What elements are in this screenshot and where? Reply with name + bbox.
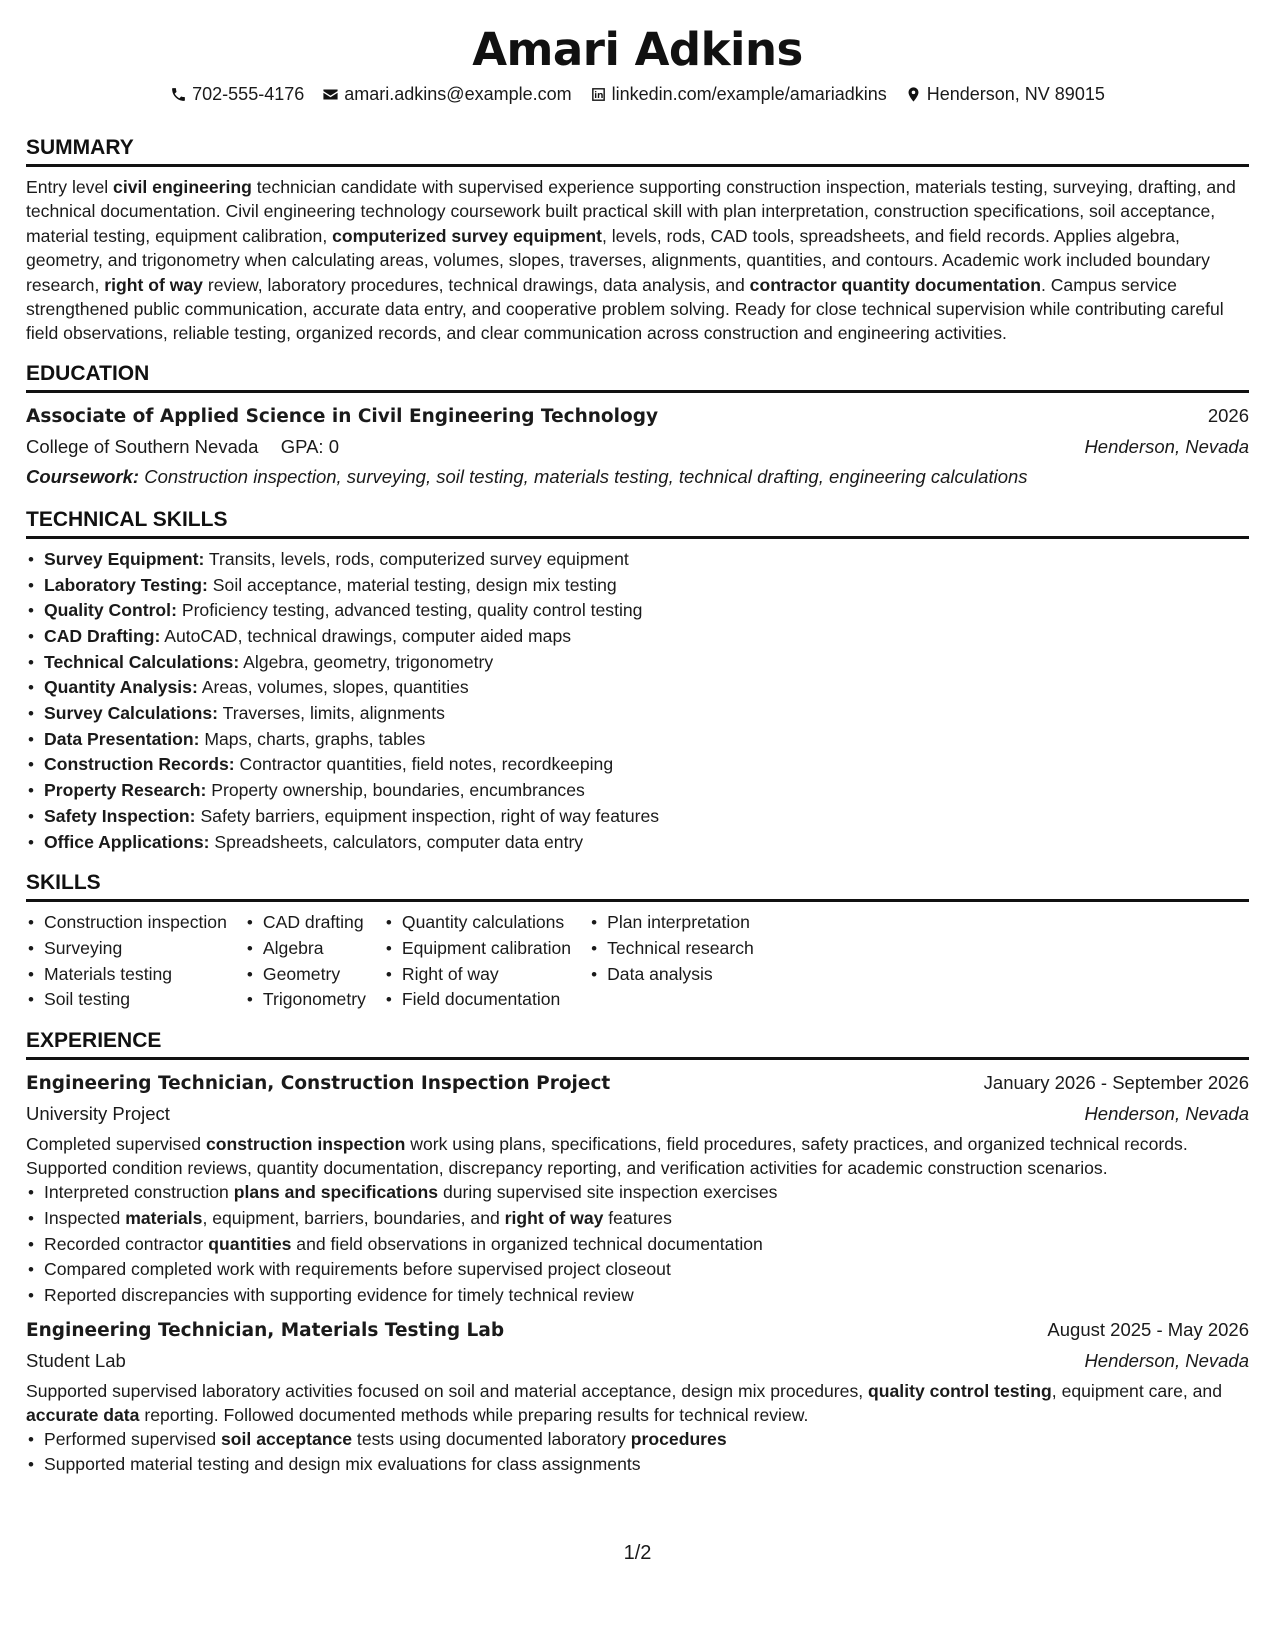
coursework-line [26,462,1249,492]
job-location: Henderson, Nevada [1084,1103,1249,1125]
job-description [26,1379,1249,1427]
skill-item: • Data analysis [589,962,754,988]
skill-item: • Trigonometry [245,987,366,1013]
skill-values: Property ownership, boundaries, encumbrances [211,780,585,801]
skill-item: • Equipment calibration [384,936,571,962]
job-organization: Student Lab [26,1349,126,1371]
experience-heading: EXPERIENCE [26,1027,1249,1060]
education-section [26,360,1249,492]
linkedin-link[interactable]: linkedin.com/example/amariadkins [611,84,887,104]
summary-heading: SUMMARY [26,134,1249,167]
text-run: features [603,1207,672,1228]
technical-skill-item [26,830,1249,856]
page-number: 1/2 [623,1542,652,1564]
skill-category: Quality Control: [44,600,177,621]
skill-category: Property Research: [44,780,207,801]
technical-skill-item [26,752,1249,778]
skill-category: Quantity Analysis: [44,677,198,698]
contact-email[interactable] [322,82,571,106]
emphasis-text: contractor quantity documentation [749,274,1041,295]
phone-text: 702-555-4176 [192,84,305,104]
skill-item: • CAD drafting [245,910,366,936]
text-run: , levels, rods, CAD tools, spreadsheets, and field records. Applies algebra, geometry, and trigonometry when calculating areas, volumes, slopes, traverses, alignments, quantities, and contours. Academic work included boundary research, [26,225,1210,295]
job-header-row [26,1315,1249,1346]
skills-grid [26,910,1249,1013]
text-run: . Campus service strengthened public communication, accurate data entry, and cooperative problem solving. Ready for close technical supervision while contributing careful field observations, reliable testing, organized records, and clear communication across construction and engineering activities. [26,274,1224,344]
school-location: Henderson, Nevada [1084,435,1249,457]
skill-item: • Surveying [26,936,227,962]
text-run: review, laboratory procedures, technical drawings, data analysis, and [202,274,750,295]
text-run: work using plans, specifications, field procedures, safety practices, and organized technical records. Supported condition reviews, quantity documentation, discrepancy reporting, and verification activities for academic construction scenarios. [26,1134,1188,1179]
contact-location [905,82,1105,106]
skill-values: Transits, levels, rods, computerized survey equipment [208,548,629,569]
skill-item: • Technical research [589,936,754,962]
job-title: Engineering Technician, Construction Inspection Project [26,1073,611,1095]
job-bullet [26,1452,1249,1478]
contact-bar [26,82,1249,106]
text-run: Entry level [26,177,114,197]
technical-skill-item [26,650,1249,676]
candidate-name: Amari Adkins [472,23,803,76]
job-bullet [26,1232,1249,1258]
skill-category: CAD Drafting: [44,625,161,646]
text-run: , equipment, barriers, boundaries, and [202,1207,505,1228]
emphasis-text: procedures [630,1428,727,1449]
coursework-list: Construction inspection, surveying, soil testing, materials testing, technical drafting, engineering calculations [144,465,1028,487]
skills-column [589,910,754,1013]
experience-section [26,1027,1249,1478]
experience-entry [26,1068,1249,1309]
technical-skill-item [26,727,1249,753]
technical-skill-item [26,624,1249,650]
contact-linkedin[interactable] [590,82,887,106]
map-pin-icon [905,86,922,103]
skill-category: Construction Records: [44,754,235,775]
text-run: Inspected [44,1207,126,1228]
text-run: and field observations in organized technical documentation [291,1233,763,1254]
skill-item: • Construction inspection [26,910,227,936]
technical-skill-item [26,804,1249,830]
skill-category: Safety Inspection: [44,805,196,826]
skill-values: Safety barriers, equipment inspection, right of way features [200,805,660,826]
job-bullet [26,1206,1249,1232]
experience-entry [26,1315,1249,1478]
job-bullets [26,1180,1249,1309]
coursework-label: Coursework: [26,465,140,487]
technical-skills-heading: TECHNICAL SKILLS [26,506,1249,539]
job-header-row [26,1068,1249,1099]
skill-item: • Materials testing [26,962,227,988]
job-bullet [26,1283,1249,1309]
email-link[interactable]: amari.adkins@example.com [344,84,572,104]
linkedin-icon [590,86,607,103]
text-run: during supervised site inspection exercises [438,1182,778,1203]
text-run: Completed supervised [26,1134,206,1155]
skills-heading: SKILLS [26,869,1249,902]
job-dates: January 2026 - September 2026 [983,1072,1249,1094]
skill-values: Maps, charts, graphs, tables [204,728,426,749]
skills-column [384,910,571,1013]
technical-skills-list [26,547,1249,855]
emphasis-text: computerized survey equipment [332,225,602,246]
text-run: Compared completed work with requirements before supervised project closeout [44,1259,671,1280]
education-school-row [26,432,1249,462]
job-title: Engineering Technician, Materials Testing Lab [26,1319,505,1341]
emphasis-text: right of way [504,1207,604,1228]
emphasis-text: right of way [104,274,203,295]
job-bullets [26,1427,1249,1478]
job-location: Henderson, Nevada [1084,1349,1249,1371]
emphasis-text: quantities [208,1233,292,1254]
text-run: Performed supervised [44,1428,221,1449]
skill-category: Survey Equipment: [44,548,205,569]
summary-section [26,134,1249,346]
technical-skill-item [26,675,1249,701]
text-run: Reported discrepancies with supporting evidence for timely technical review [44,1284,634,1305]
school-name: College of Southern Nevada [26,435,259,457]
contact-phone [170,82,304,106]
degree-title: Associate of Applied Science in Civil Engineering Technology [26,405,658,427]
text-run: Supported supervised laboratory activities focused on soil and material acceptance, design mix procedures, [26,1380,869,1401]
job-bullet [26,1180,1249,1206]
school-line [26,432,339,462]
phone-icon [170,86,187,103]
skill-values: AutoCAD, technical drawings, computer aided maps [164,625,572,646]
education-heading: EDUCATION [26,360,1249,393]
text-run: tests using documented laboratory [352,1428,631,1449]
skills-section [26,869,1249,1013]
emphasis-text: plans and specifications [233,1182,439,1203]
skill-item: • Algebra [245,936,366,962]
emphasis-text: materials [125,1207,203,1228]
skill-item: • Geometry [245,962,366,988]
skill-item: • Right of way [384,962,571,988]
skill-category: Survey Calculations: [44,703,219,724]
skill-values: Proficiency testing, advanced testing, quality control testing [181,600,643,621]
text-run: Recorded contractor [44,1233,209,1254]
skill-category: Laboratory Testing: [44,574,208,595]
text-run: Supported material testing and design mix evaluations for class assignments [44,1454,641,1475]
text-run: , equipment care, and [1051,1380,1222,1401]
technical-skill-item [26,778,1249,804]
job-bullet [26,1257,1249,1283]
job-org-row [26,1346,1249,1376]
technical-skill-item [26,573,1249,599]
skill-values: Traverses, limits, alignments [222,703,445,724]
envelope-icon [322,86,339,103]
experience-list [26,1068,1249,1478]
technical-skills-section [26,506,1249,855]
skill-values: Contractor quantities, field notes, recordkeeping [239,754,614,775]
technical-skill-item [26,547,1249,573]
skill-values: Areas, volumes, slopes, quantities [201,677,469,698]
education-degree-row [26,401,1249,432]
technical-skill-item [26,701,1249,727]
skill-category: Technical Calculations: [44,651,240,672]
job-dates: August 2025 - May 2026 [1047,1318,1249,1340]
skill-item: • Field documentation [384,987,571,1013]
emphasis-text: soil acceptance [221,1428,353,1449]
location-text: Henderson, NV 89015 [926,84,1105,104]
skill-item: • Plan interpretation [589,910,754,936]
skill-item: • Soil testing [26,987,227,1013]
skills-column [26,910,227,1013]
technical-skill-item [26,598,1249,624]
skill-category: Data Presentation: [44,728,200,749]
skill-item: • Quantity calculations [384,910,571,936]
emphasis-text: accurate data [26,1404,140,1425]
summary-paragraph [26,175,1249,346]
job-bullet [26,1427,1249,1453]
text-run: reporting. Followed documented methods while preparing results for technical review. [139,1404,809,1425]
job-description [26,1132,1249,1180]
job-org-row [26,1099,1249,1129]
text-run: Interpreted construction [44,1182,234,1203]
emphasis-text: construction inspection [205,1134,406,1155]
skills-column [245,910,366,1013]
job-organization: University Project [26,1103,170,1125]
gpa: GPA: 0 [280,435,339,457]
graduation-year: 2026 [1207,404,1249,426]
skill-values: Soil acceptance, material testing, design mix testing [212,574,617,595]
skill-values: Spreadsheets, calculators, computer data entry [214,831,584,852]
text-run: technician candidate with supervised experience supporting construction inspection, materials testing, surveying, drafting, and technical documentation. Civil engineering technology coursework built practical skill with plan interpretation, construction specifications, soil acceptance, material testing, equipment calibration, [26,177,1236,246]
emphasis-text: civil engineering [113,177,252,197]
emphasis-text: quality control testing [868,1380,1052,1401]
skill-category: Office Applications: [44,831,210,852]
skill-values: Algebra, geometry, trigonometry [243,651,494,672]
